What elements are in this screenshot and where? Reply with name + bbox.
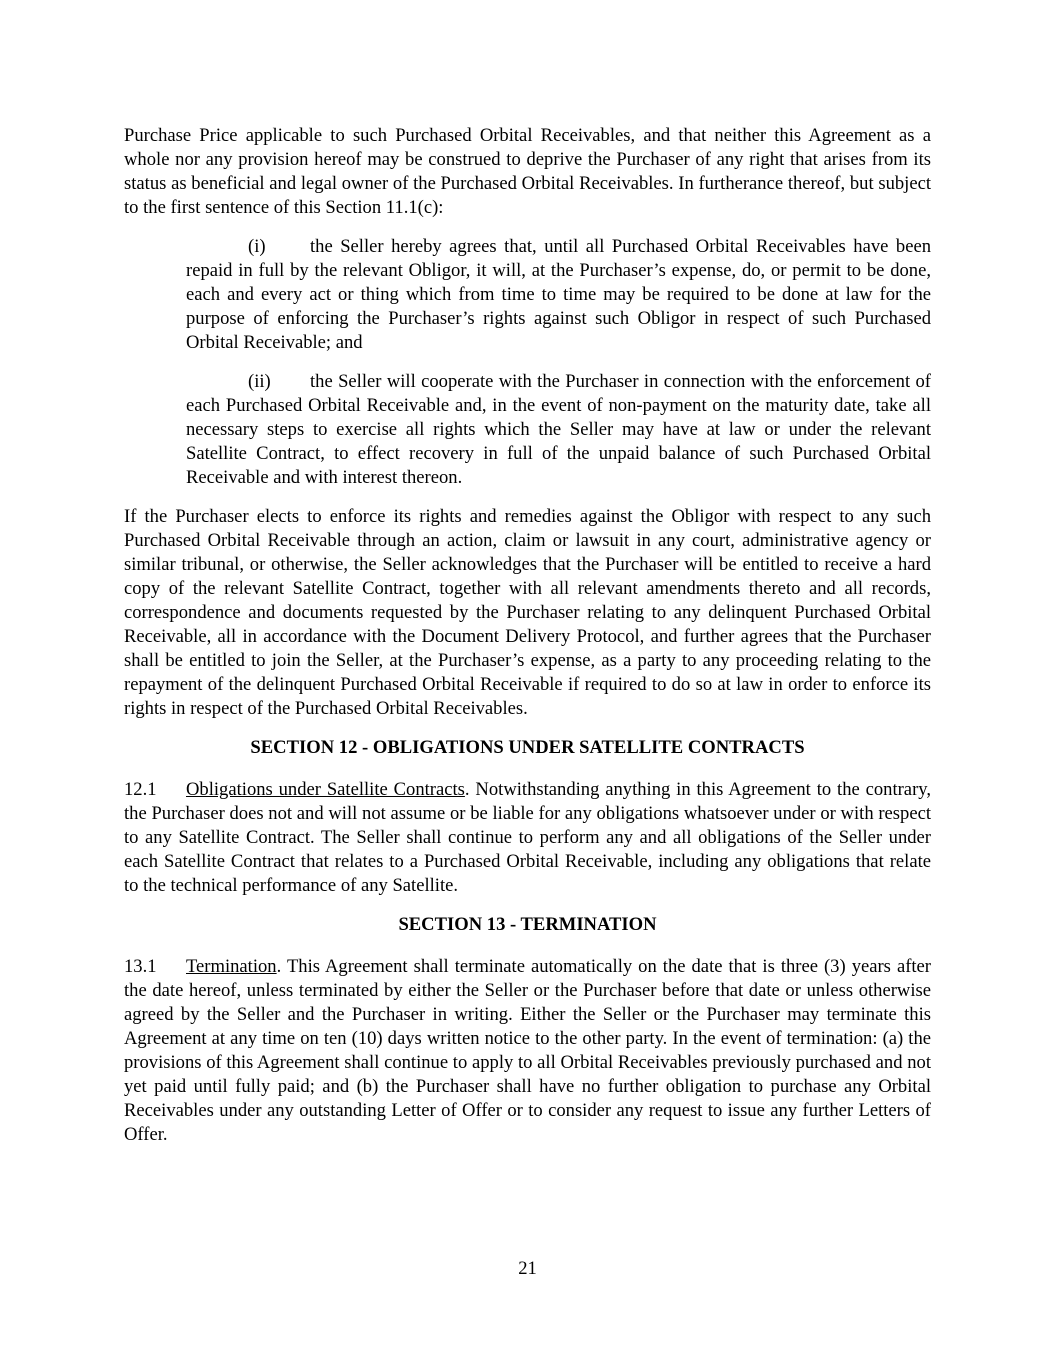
- section-13-1-paragraph: [124, 955, 931, 1147]
- section-12-heading: SECTION 12 - OBLIGATIONS UNDER SATELLITE CONTRACTS: [250, 737, 805, 758]
- section-13-1-number: 13.1: [124, 956, 157, 977]
- clause-ii-number: (ii): [248, 371, 271, 392]
- clause-ii: [186, 370, 931, 490]
- section-12-1-paragraph: [124, 778, 931, 898]
- section-12-1-title: Obligations under Satellite Contracts: [186, 779, 465, 800]
- clause-i: [186, 235, 931, 355]
- intro-paragraph: Purchase Price applicable to such Purchased Orbital Receivables, and that neither this Agreement as a whole nor any provision hereof may be construed to deprive the Purchaser of any right that arises from its status as beneficial and legal owner of the Purchased Orbital Receivables. In furtherance thereof, but subject to the first sentence of this Section 11.1(c):: [124, 125, 931, 218]
- clause-ii-text: the Seller will cooperate with the Purchaser in connection with the enforcement of each Purchased Orbital Receivable and, in the event of non-payment on the maturity date, take all necessary steps to exercise all rights which the Seller may have at law or under the relevant Satellite Contract, to effect recovery in full of the unpaid balance of such Purchased Orbital Receivable and with interest thereon.: [186, 371, 931, 488]
- section-12-1-text: . Notwithstanding anything in this Agreement to the contrary, the Purchaser does not and will not assume or be liable for any obligations whatsoever under or with respect to any Satellite Contract. The Seller shall continue to perform any and all obligations of the Seller under each Satellite Contract that relates to a Purchased Orbital Receivable, including any obligations that relate to the technical performance of any Satellite.: [124, 779, 931, 896]
- section-13-1-text: . This Agreement shall terminate automatically on the date that is three (3) years after the date hereof, unless terminated by either the Seller or the Purchaser before that date or unless otherwise agreed by the Seller and the Purchaser in writing. Either the Seller or the Purchaser may terminate this Agreement at any time on ten (10) days written notice to the other party. In the event of termination: (a) the provisions of this Agreement shall continue to apply to all Orbital Receivables previously purchased and not yet paid until fully paid; and (b) the Purchaser shall have no further obligation to purchase any Orbital Receivables under any outstanding Letter of Offer or to consider any request to issue any further Letters of Offer.: [124, 956, 931, 1145]
- document-page: [124, 124, 931, 1162]
- section-12-1-number: 12.1: [124, 779, 157, 800]
- clause-i-number: (i): [248, 236, 266, 257]
- section-13-1-title: Termination: [186, 956, 277, 977]
- enforcement-paragraph: If the Purchaser elects to enforce its rights and remedies against the Obligor with respect to any such Purchased Orbital Receivable through an action, claim or lawsuit in any court, administrative agency or similar tribunal, or otherwise, the Seller acknowledges that the Purchaser will be entitled to receive a hard copy of the relevant Satellite Contract, together with all relevant amendments thereto and all records, correspondence and documents requested by the Purchaser relating to any delinquent Purchased Orbital Receivable, all in accordance with the Document Delivery Protocol, and further agrees that the Purchaser shall be entitled to join the Seller, at the Purchaser’s expense, as a party to any proceeding relating to the repayment of the delinquent Purchased Orbital Receivable if required to do so at law in order to enforce its rights in respect of the Purchased Orbital Receivables.: [124, 506, 931, 719]
- page-number: 21: [518, 1258, 537, 1279]
- clause-i-text: the Seller hereby agrees that, until all Purchased Orbital Receivables have been repaid in full by the relevant Obligor, it will, at the Purchaser’s expense, do, or permit to be done, each and every act or thing which from time to time may be required to be done at law for the purpose of enforcing the Purchaser’s rights against such Obligor in respect of such Purchased Orbital Receivable; and: [186, 236, 931, 353]
- section-13-heading: SECTION 13 - TERMINATION: [398, 914, 657, 935]
